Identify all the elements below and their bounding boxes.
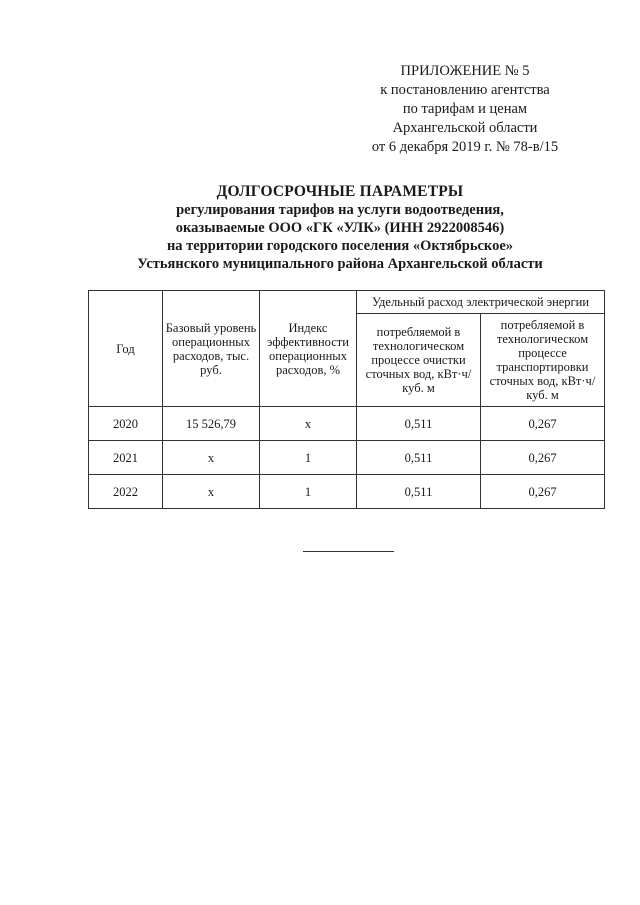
appendix-line: к постановлению агентства bbox=[380, 82, 550, 98]
title-line: Устьянского муниципального района Архангельской области bbox=[137, 256, 543, 272]
header-efficiency-index: Индекс эффективности операционных расходов, % bbox=[260, 291, 357, 407]
cell-energy-transport: 0,267 bbox=[481, 407, 605, 441]
cell-year: 2021 bbox=[89, 441, 163, 475]
cell-year: 2022 bbox=[89, 475, 163, 509]
title-line: регулирования тарифов на услуги водоотведения, bbox=[176, 202, 504, 218]
cell-efficiency-index: 1 bbox=[260, 441, 357, 475]
cell-energy-treatment: 0,511 bbox=[357, 441, 481, 475]
cell-energy-treatment: 0,511 bbox=[357, 407, 481, 441]
appendix-line: Архангельской области bbox=[392, 120, 538, 136]
title-main: ДОЛГОСРОЧНЫЕ ПАРАМЕТРЫ bbox=[216, 183, 464, 200]
cell-energy-treatment: 0,511 bbox=[357, 475, 481, 509]
title-line: на территории городского поселения «Октябрьское» bbox=[166, 238, 514, 254]
end-divider bbox=[303, 551, 394, 552]
appendix-block bbox=[330, 62, 600, 157]
header-energy-treatment: потребляемой в технологическом процессе очистки сточных вод, кВт·ч/куб. м bbox=[357, 314, 481, 407]
header-energy-group: Удельный расход электрической энергии bbox=[357, 291, 605, 314]
cell-efficiency-index: 1 bbox=[260, 475, 357, 509]
parameters-table bbox=[88, 290, 605, 509]
header-base-level: Базовый уровень операционных расходов, тыс. руб. bbox=[163, 291, 260, 407]
cell-year: 2020 bbox=[89, 407, 163, 441]
header-year: Год bbox=[89, 291, 163, 407]
table-row bbox=[89, 407, 605, 441]
cell-base-level: 15 526,79 bbox=[163, 407, 260, 441]
cell-base-level: х bbox=[163, 475, 260, 509]
cell-energy-transport: 0,267 bbox=[481, 441, 605, 475]
document-title bbox=[60, 183, 620, 273]
appendix-number: ПРИЛОЖЕНИЕ № 5 bbox=[400, 63, 530, 79]
appendix-date: от 6 декабря 2019 г. № 78-в/15 bbox=[371, 139, 559, 155]
cell-efficiency-index: х bbox=[260, 407, 357, 441]
table-row bbox=[89, 475, 605, 509]
table-row bbox=[89, 441, 605, 475]
header-energy-transport: потребляемой в технологическом процессе транспортировки сточных вод, кВт·ч/куб. м bbox=[481, 314, 605, 407]
cell-energy-transport: 0,267 bbox=[481, 475, 605, 509]
appendix-line: по тарифам и ценам bbox=[402, 101, 528, 117]
title-line: оказываемые ООО «ГК «УЛК» (ИНН 2922008546) bbox=[175, 220, 505, 236]
cell-base-level: х bbox=[163, 441, 260, 475]
